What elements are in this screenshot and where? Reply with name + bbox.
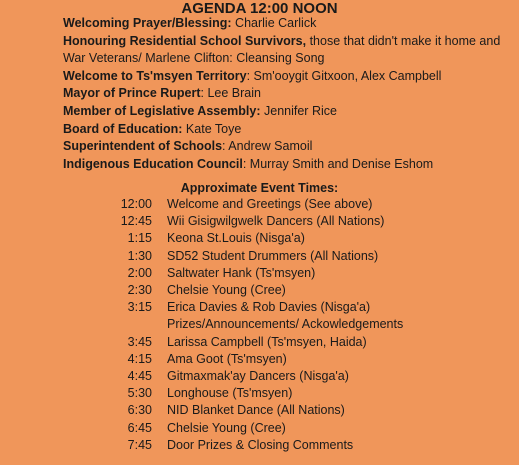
- event-name: Gitmaxmak'ay Dancers (Nisga'a): [167, 369, 349, 384]
- role-value: : Murray Smith and Denise Eshom: [242, 156, 434, 171]
- schedule-row: [100, 437, 510, 454]
- schedule-row: [100, 230, 510, 247]
- event-name: Ama Goot (Ts'msyen): [167, 351, 287, 366]
- schedule-row: [100, 334, 510, 351]
- event-time: 6:45: [127, 420, 152, 435]
- event-times-heading: Approximate Event Times:: [180, 181, 339, 195]
- event-time: 2:30: [127, 283, 152, 298]
- schedule-row: [100, 265, 510, 282]
- event-name: SD52 Student Drummers (All Nations): [167, 248, 379, 263]
- role-row: [63, 156, 513, 174]
- role-value: those that didn't make it home and War Veterans/ Marlene Clifton: Cleansing Song: [63, 33, 501, 66]
- role-label: Member of Legislative Assembly:: [63, 103, 261, 118]
- event-name: Erica Davies & Rob Davies (Nisga'a): [167, 300, 371, 315]
- event-time: [100, 316, 167, 333]
- event-time: 4:15: [127, 351, 152, 366]
- event-time: 5:30: [127, 386, 152, 401]
- schedule-row: [100, 213, 510, 230]
- schedule-row: [100, 282, 510, 299]
- event-name: Door Prizes & Closing Comments: [167, 437, 354, 452]
- role-row: [63, 138, 513, 156]
- event-name: Saltwater Hank (Ts'msyen): [167, 265, 316, 280]
- schedule-row: [100, 316, 510, 333]
- schedule-row: [100, 385, 510, 402]
- schedule-row: [100, 299, 510, 316]
- event-time: 1:15: [127, 231, 152, 246]
- event-time: 1:30: [127, 248, 152, 263]
- schedule-row: [100, 196, 510, 213]
- schedule-row: [100, 351, 510, 368]
- agenda-title: AGENDA 12:00 NOON: [181, 0, 338, 17]
- schedule-row: [100, 368, 510, 385]
- event-time: 4:45: [127, 369, 152, 384]
- event-name: Keona St.Louis (Nisga'a): [167, 231, 305, 246]
- role-row: [63, 15, 513, 33]
- event-name: Longhouse (Ts'msyen): [167, 386, 293, 401]
- role-value: : Andrew Samoil: [222, 139, 313, 154]
- event-time: 12:45: [120, 214, 152, 229]
- event-name: Welcome and Greetings (See above): [167, 197, 373, 211]
- role-label: Indigenous Education Council: [63, 156, 243, 171]
- schedule-row: [100, 402, 510, 419]
- role-value: Kate Toye: [182, 121, 242, 136]
- event-name: Larissa Campbell (Ts'msyen, Haida): [167, 334, 367, 349]
- role-label: Mayor of Prince Rupert: [63, 86, 201, 101]
- event-time: 6:30: [127, 403, 152, 418]
- role-label: Welcoming Prayer/Blessing:: [63, 16, 232, 30]
- role-label: Board of Education:: [63, 121, 183, 136]
- role-value: Jennifer Rice: [260, 103, 337, 118]
- schedule-row: [100, 248, 510, 265]
- role-label: Welcome to Ts'msyen Territory: [63, 68, 247, 83]
- roles-list: [63, 15, 513, 173]
- event-name: Chelsie Young (Cree): [167, 283, 286, 298]
- role-row: [63, 85, 513, 103]
- role-row: [63, 68, 513, 86]
- event-time: 2:00: [127, 265, 152, 280]
- role-row: [63, 103, 513, 121]
- event-time: 12:00: [120, 197, 152, 211]
- role-row: [63, 33, 513, 68]
- event-time: 3:15: [127, 300, 152, 315]
- role-value: Charlie Carlick: [231, 16, 317, 30]
- event-name: Prizes/Announcements/ Ackowledgements: [167, 317, 404, 332]
- event-name: Wii Gisigwilgwelk Dancers (All Nations): [167, 214, 385, 229]
- role-value: : Lee Brain: [200, 86, 261, 101]
- event-time: 3:45: [127, 334, 152, 349]
- event-name: NID Blanket Dance (All Nations): [167, 403, 345, 418]
- role-row: [63, 121, 513, 139]
- event-name: Chelsie Young (Cree): [167, 420, 286, 435]
- event-schedule: [100, 196, 510, 454]
- event-time: 7:45: [127, 437, 152, 452]
- role-label: Honouring Residential School Survivors,: [63, 33, 307, 48]
- schedule-row: [100, 420, 510, 437]
- role-label: Superintendent of Schools: [63, 139, 223, 154]
- role-value: : Sm'ooygit Gitxoon, Alex Campbell: [246, 68, 442, 83]
